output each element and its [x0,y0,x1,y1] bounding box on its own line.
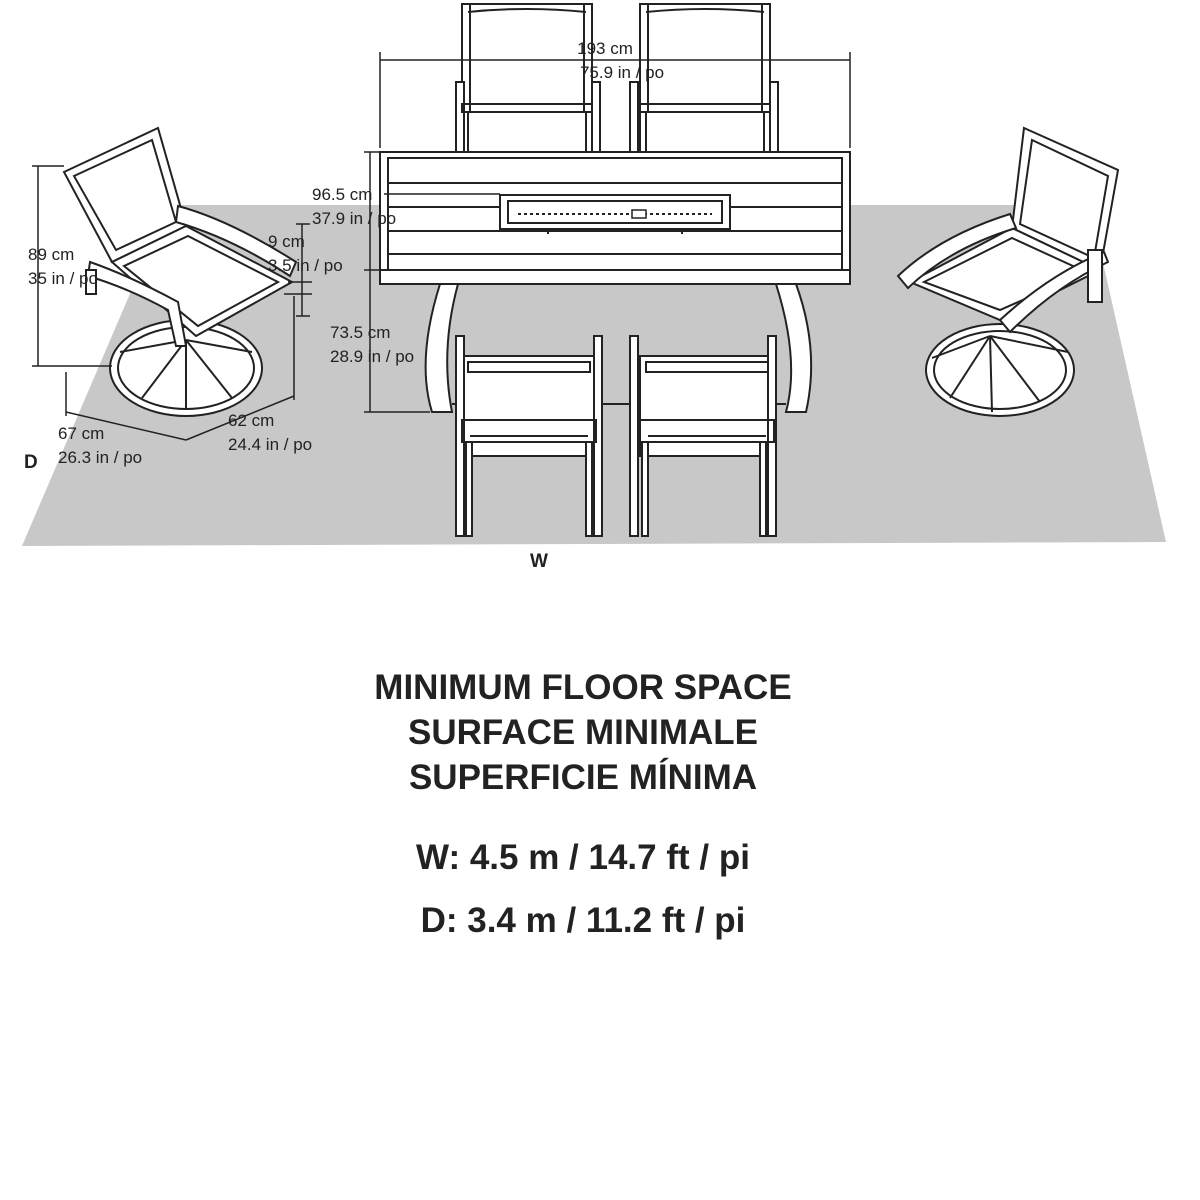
depth-spec: D: 3.4 m / 11.2 ft / pi [420,901,746,940]
chair-depth-cm: 67 cm [58,424,105,443]
title-english: MINIMUM FLOOR SPACE [374,668,792,707]
chair-width-in: 24.4 in / po [228,435,313,454]
table-width-cm: 193 cm [577,39,633,58]
title-french: SURFACE MINIMALE [408,713,758,752]
width-spec: W: 4.5 m / 14.7 ft / pi [416,838,750,877]
chair-width-cm: 62 cm [228,411,275,430]
chair-height-in: 35 in / po [28,269,98,288]
chair-height-cm: 89 cm [28,245,75,264]
chair-depth-in: 26.3 in / po [58,448,143,467]
table-height-cm: 73.5 cm [330,323,391,342]
table-height-in: 28.9 in / po [330,347,415,366]
table-depth-in: 37.9 in / po [312,209,397,228]
table-depth-cm: 96.5 cm [312,185,373,204]
width-axis-label: W [530,551,548,572]
armrest-in: 3.5 in / po [268,256,343,275]
depth-axis-label: D [24,452,38,473]
back-chair-left [456,4,600,154]
title-spanish: SUPERFICIE MÍNIMA [408,758,758,797]
floor-space-title [0,665,1166,800]
armrest-cm: 9 cm [268,232,305,251]
table-width-in: 75.9 in / po [579,63,665,82]
